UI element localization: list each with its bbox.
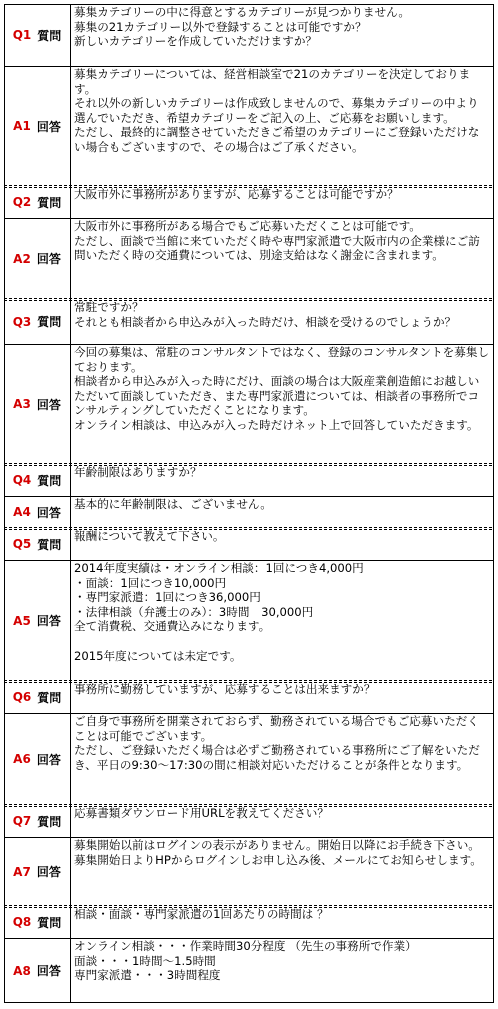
answer-tag: 回答 xyxy=(36,964,61,978)
question-tag: 質問 xyxy=(37,28,62,43)
answer-tag: 回答 xyxy=(36,252,61,266)
question-row-4 xyxy=(4,464,494,496)
question-label xyxy=(4,4,70,66)
answer-text: 大阪市外に事務所がある場合でもご応募いただくことは可能です。 ただし、面談で当館に来ていただく時や専門家派遣で大阪市内の企業様にご訪問いただく時の交通費については、別途支給はなく謝金に含まれます。 xyxy=(74,219,480,263)
question-text: 報酬について教えて下さい。 xyxy=(74,529,225,543)
question-number: Q5 xyxy=(12,537,32,551)
question-tag: 質問 xyxy=(37,915,62,930)
question-text: 年齢制限はありますか？ xyxy=(74,465,202,479)
answer-label xyxy=(4,938,70,1003)
question-number: Q1 xyxy=(12,28,32,42)
answer-row-5 xyxy=(4,560,494,681)
answer-tag: 回答 xyxy=(36,397,61,412)
answer-label xyxy=(4,560,70,681)
answer-number: A7 xyxy=(13,864,31,879)
question-tag: 質問 xyxy=(37,814,62,829)
answer-row-8 xyxy=(4,938,494,1003)
question-label xyxy=(4,464,70,496)
question-number: Q7 xyxy=(12,814,32,828)
question-text: 相談・面談・専門家派遣の1回あたりの時間は ？ xyxy=(74,907,329,921)
question-tag: 質問 xyxy=(37,473,62,488)
question-label xyxy=(4,681,70,713)
question-tag: 質問 xyxy=(37,690,62,705)
answer-number: A1 xyxy=(13,119,31,133)
answer-tag: 回答 xyxy=(36,614,61,628)
question-text: 大阪市外に事務所がありますが、応募することは可能ですか？ xyxy=(74,187,399,201)
faq-table xyxy=(4,4,494,1003)
question-number: Q8 xyxy=(12,915,32,929)
answer-number: A4 xyxy=(13,505,31,519)
answer-label xyxy=(4,713,70,805)
answer-row-1 xyxy=(4,66,494,186)
question-label xyxy=(4,186,70,218)
answer-tag: 回答 xyxy=(36,752,61,767)
answer-row-3 xyxy=(4,344,494,464)
question-tag: 質問 xyxy=(37,315,62,329)
question-label xyxy=(4,805,70,837)
answer-number: A3 xyxy=(13,397,31,411)
question-label xyxy=(4,906,70,938)
question-row-2 xyxy=(4,186,494,218)
answer-text: ご自身で事務所を開業されておらず、勤務されている場合でもご応募いただくことは可能でございます。 ただし、ご登録いただく場合は必ずご勤務されている事務所にご了解をいただき、平日の9:30～17:30の間に相談対応いただけることが条件となります。 xyxy=(74,714,480,772)
question-row-3 xyxy=(4,299,494,344)
question-row-7 xyxy=(4,805,494,837)
answer-text: 募集カテゴリーについては、経営相談室で21のカテゴリーを決定しております。 それ以外の新しいカテゴリーは作成致しませんので、募集カテゴリーの中より選んでいただき、希望カテゴリーをご記入の上、ご応募をお願いします。 ただし、最終的に調整させていただきご希望のカテゴリーにご登録いただけない場合もございますので、その場合はご了承ください。 xyxy=(74,67,480,154)
answer-number: A5 xyxy=(13,613,31,628)
question-number: Q3 xyxy=(12,314,32,329)
question-label xyxy=(4,299,70,344)
question-tag: 質問 xyxy=(37,195,62,210)
answer-label xyxy=(4,66,70,186)
answer-row-4 xyxy=(4,496,494,528)
answer-row-7 xyxy=(4,837,494,906)
answer-text: 2014年度実績は・オンライン相談：1回につき4,000円 ・面談：1回につき10,000円 ・専門家派遣：1回につき36,000円 ・法律相談（弁護士のみ）：3時間 30,000円 全て消費税、交通費込みになります。 2015年度については未定です。 xyxy=(74,561,364,663)
answer-label xyxy=(4,837,70,906)
question-text: 応募書類ダウンロード用URLを教えてください？ xyxy=(74,806,329,820)
question-number: Q2 xyxy=(12,195,32,209)
answer-label xyxy=(4,344,70,464)
answer-number: A6 xyxy=(13,752,31,766)
question-row-5 xyxy=(4,528,494,560)
question-row-1 xyxy=(4,4,494,66)
question-row-8 xyxy=(4,906,494,938)
answer-number: A8 xyxy=(13,963,31,978)
answer-tag: 回答 xyxy=(36,505,61,520)
question-tag: 質問 xyxy=(37,537,62,552)
answer-text: 基本的に年齢制限は、ございません。 xyxy=(74,497,272,511)
answer-text: 募集開始以前はログインの表示がありません。開始日以降にお手続き下さい。 募集開始日よりHPからログインしお申し込み後、メールにてお知らせします。 xyxy=(74,838,482,867)
question-number: Q4 xyxy=(12,473,32,487)
question-label xyxy=(4,528,70,560)
answer-label xyxy=(4,496,70,528)
answer-text: 今回の募集は、常駐のコンサルタントではなく、登録のコンサルタントを募集しております。 相談者から申込みが入った時にだけ、面談の場合は大阪産業創造館にお越しいただいて面談していただき、また専門家派遣については、相談者の事務所でコンサルティングしていただくことになります。 オンライン相談は、申込みが入った時だけネット上で回答していただきます。 xyxy=(74,345,490,432)
answer-text: オンライン相談・・・作業時間30分程度 （先生の事務所で作業） 面談・・・1時間～1.5時間 専門家派遣・・・3時間程度 xyxy=(74,939,417,983)
question-number: Q6 xyxy=(12,690,32,704)
question-text: 募集カテゴリーの中に得意とするカテゴリーが見つかりません。 募集の21カテゴリー以外で登録することは可能ですか？ 新しいカテゴリーを作成していただけますか？ xyxy=(74,5,410,49)
answer-label xyxy=(4,218,70,299)
question-row-6 xyxy=(4,681,494,713)
answer-row-6 xyxy=(4,713,494,805)
answer-tag: 回答 xyxy=(36,865,61,879)
question-text: 常駐ですか？ それとも相談者から申込みが入った時だけ、相談を受けるのでしょうか？ xyxy=(74,300,457,329)
answer-number: A2 xyxy=(13,251,31,266)
answer-row-2 xyxy=(4,218,494,299)
answer-tag: 回答 xyxy=(36,119,61,134)
question-text: 事務所に勤務していますが、応募することは出来ますか？ xyxy=(74,682,376,696)
